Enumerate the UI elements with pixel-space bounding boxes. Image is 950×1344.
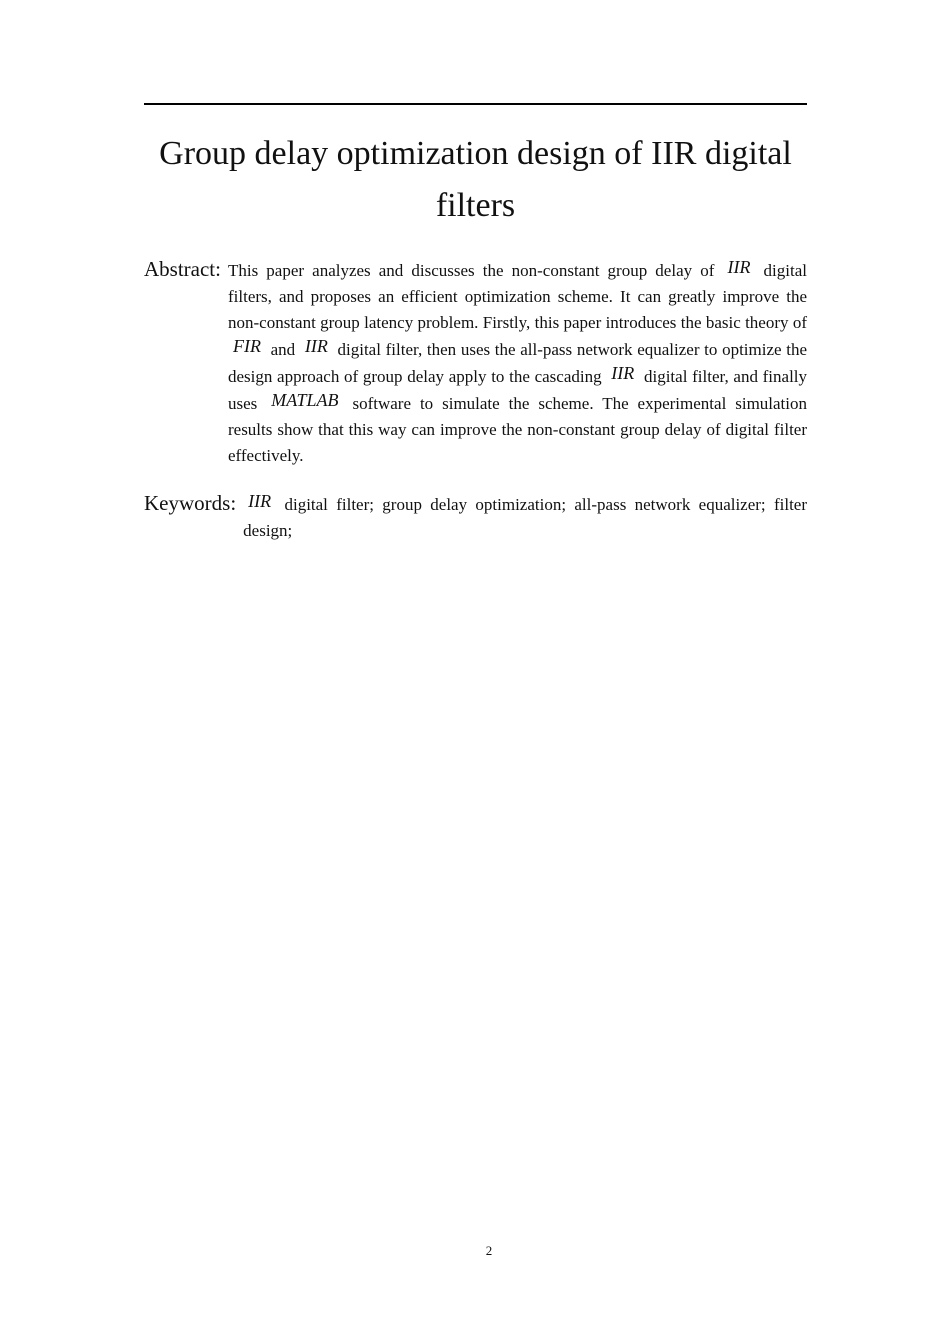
math-term: MATLAB [271, 390, 339, 410]
paper-title: Group delay optimization design of IIR digital filters [159, 135, 792, 224]
page-number: 2 [485, 1243, 493, 1258]
abstract-text-part: This paper analyzes and discusses the non-constant group delay of [227, 261, 715, 280]
abstract-text-part: software to simulate the scheme. The experimental simulation results show that this way can improve the non-constant group delay of digital filter effectively. [227, 394, 808, 465]
header-rule [144, 103, 807, 105]
abstract-text-part: digital filter, and finally uses [227, 367, 808, 413]
keywords-label: Keywords: [144, 491, 237, 515]
abstract-text [228, 256, 807, 469]
math-term: IIR [611, 363, 635, 383]
abstract-section [144, 256, 807, 469]
keywords-text [243, 490, 807, 544]
abstract-text-part: digital filters, and proposes an efficient optimization scheme. It can greatly improve the non-constant group latency problem. Firstly, this paper introduces the basic theory of [227, 261, 807, 332]
keywords-list: digital filter; group delay optimization; all-pass network equalizer; filter design; [243, 495, 808, 540]
math-term: FIR [232, 336, 261, 356]
math-term: IIR [304, 336, 328, 356]
math-term: IIR [248, 491, 272, 511]
keywords-section [144, 490, 807, 544]
math-term: IIR [727, 257, 751, 277]
abstract-text-part: digital filter, then uses the all-pass network equalizer to optimize the design approach of group delay apply to the cascading [227, 340, 807, 386]
abstract-text-part: and [270, 340, 296, 359]
abstract-label: Abstract: [144, 257, 221, 281]
